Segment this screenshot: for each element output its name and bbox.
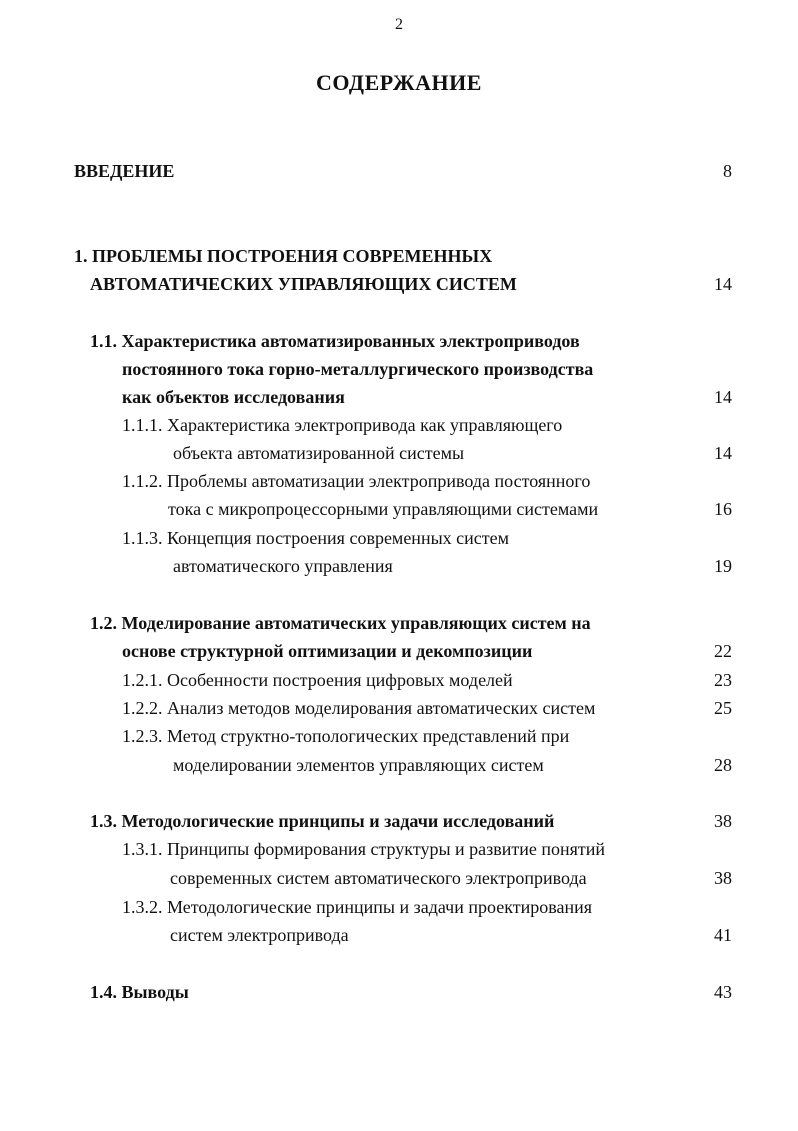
toc-s1-2-1-page: 23 (714, 670, 732, 690)
toc-s1-1-page: 14 (714, 387, 732, 407)
toc-s1-1-1-line2: объекта автоматизированной системы (173, 443, 465, 463)
toc-s1-2-3-line1: 1.2.3. Метод структно-топологических представлений при (122, 726, 570, 746)
toc-s1-2-2-page: 25 (714, 698, 732, 718)
toc-s1-3-line1: 1.3. Методологические принципы и задачи исследований (90, 811, 555, 831)
toc-ch1-line1: 1. ПРОБЛЕМЫ ПОСТРОЕНИЯ СОВРЕМЕННЫХ (74, 246, 493, 266)
toc-s1-3-1-page: 38 (714, 868, 732, 888)
toc-s1-4-line1: 1.4. Выводы (90, 982, 189, 1002)
toc-s1-2-2-line1: 1.2.2. Анализ методов моделирования автоматических систем (122, 698, 596, 718)
toc-s1-2-1-line1: 1.2.1. Особенности построения цифровых моделей (122, 670, 513, 690)
toc-s1-1-line1: 1.1. Характеристика автоматизированных электроприводов (90, 331, 580, 351)
toc-s1-3-2-line1: 1.3.2. Методологические принципы и задачи проектирования (122, 897, 593, 917)
toc-s1-1-line3: как объектов исследования (122, 387, 345, 407)
toc-s1-3-2-line2: систем электропривода (170, 925, 349, 945)
toc-s1-1-3-page: 19 (714, 556, 732, 576)
toc-s1-3-2-page: 41 (714, 925, 732, 945)
toc-intro-page: 8 (723, 161, 732, 181)
toc-s1-1-2-page: 16 (714, 499, 732, 519)
toc-s1-3-1-line2: современных систем автоматического электропривода (170, 868, 587, 888)
toc-s1-1-2-line2: тока с микропроцессорными управляющими системами (168, 499, 599, 519)
toc-s1-3-1-line1: 1.3.1. Принципы формирования структуры и развитие понятий (122, 839, 606, 859)
toc-s1-4-page: 43 (714, 982, 732, 1002)
toc-ch1-line2: АВТОМАТИЧЕСКИХ УПРАВЛЯЮЩИХ СИСТЕМ (90, 274, 517, 294)
toc-s1-1-1-line1: 1.1.1. Характеристика электропривода как управляющего (122, 415, 563, 435)
page-title: СОДЕРЖАНИЕ (316, 70, 482, 95)
toc-intro-label: ВВЕДЕНИЕ (74, 161, 175, 181)
toc-s1-1-3-line2: автоматического управления (173, 556, 393, 576)
toc-s1-1-2-line1: 1.1.2. Проблемы автоматизации электропривода постоянного (122, 471, 591, 491)
toc-s1-2-3-page: 28 (714, 755, 732, 775)
toc-ch1-page: 14 (714, 274, 732, 294)
toc-s1-2-line1: 1.2. Моделирование автоматических управляющих систем на (90, 613, 591, 633)
toc-s1-1-1-page: 14 (714, 443, 732, 463)
page-number: 2 (395, 16, 403, 33)
toc-s1-3-page: 38 (714, 811, 732, 831)
toc-s1-2-line2: основе структурной оптимизации и декомпозиции (122, 641, 533, 661)
toc-s1-2-3-line2: моделировании элементов управляющих систем (173, 755, 544, 775)
toc-s1-1-line2: постоянного тока горно-металлургического производства (122, 359, 594, 379)
toc-s1-2-page: 22 (714, 641, 732, 661)
toc-s1-1-3-line1: 1.1.3. Концепция построения современных систем (122, 528, 510, 548)
